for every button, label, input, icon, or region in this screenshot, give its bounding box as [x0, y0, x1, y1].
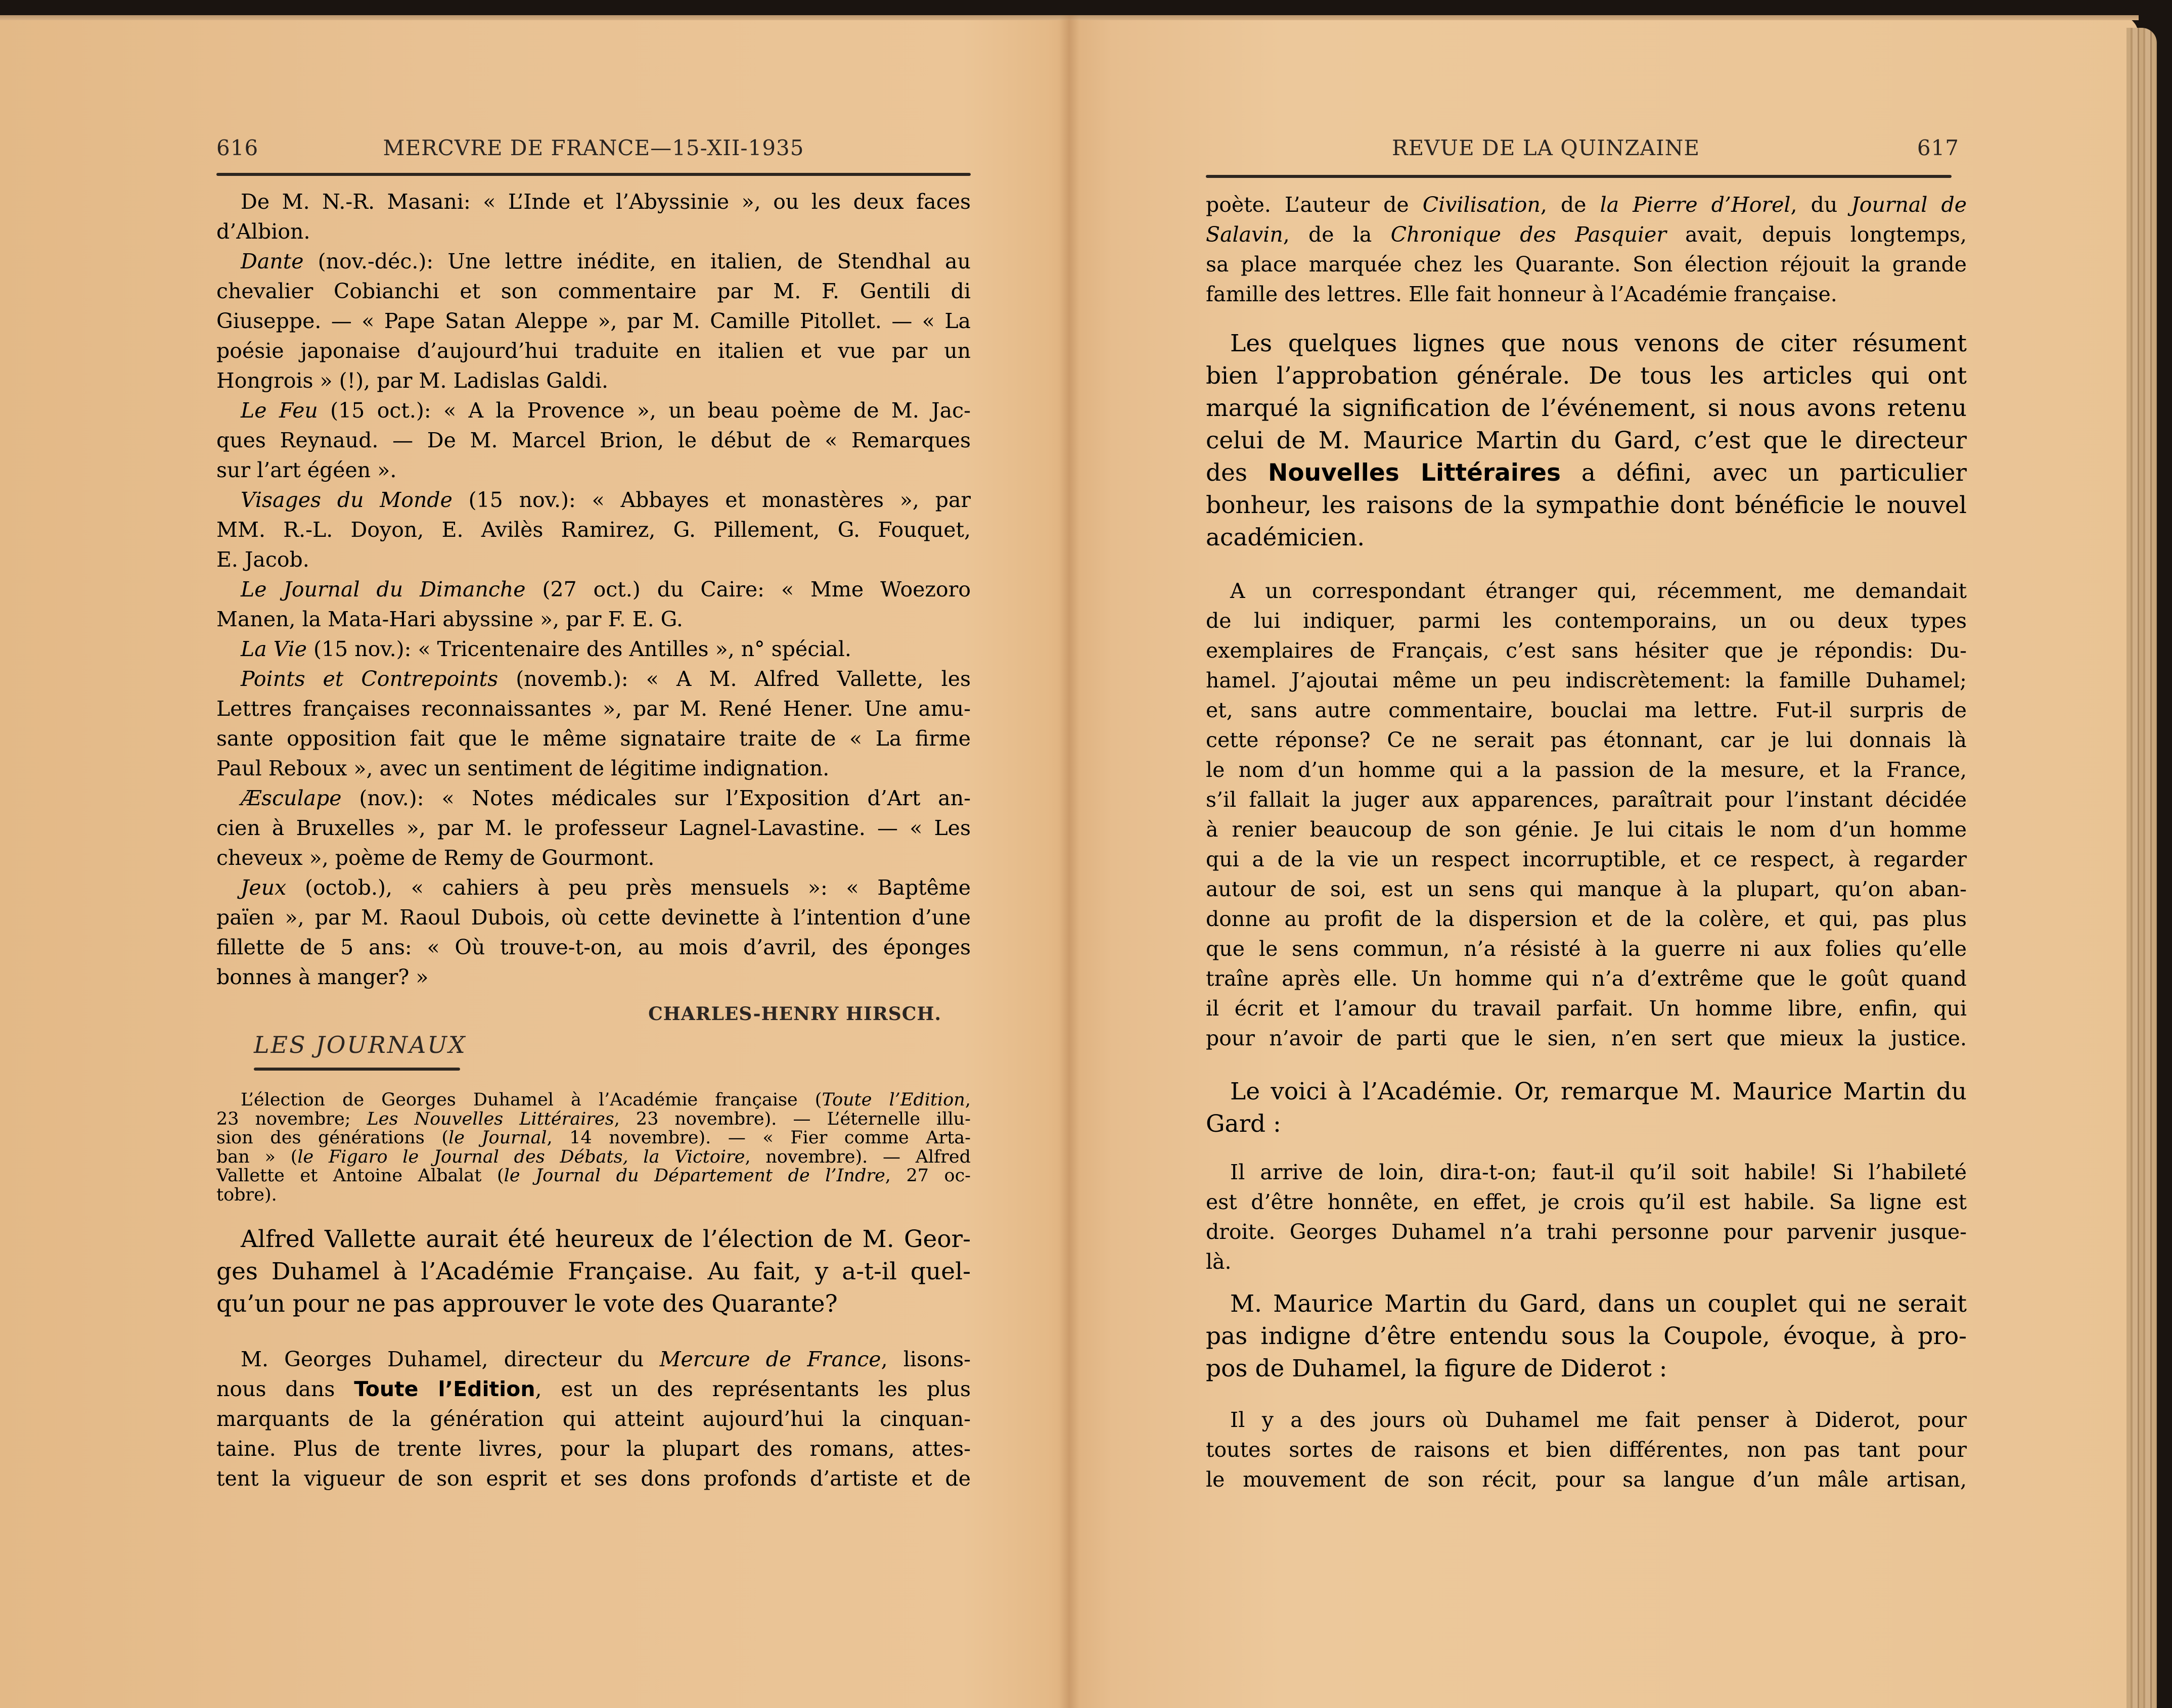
text-segment: toutes sortes de raisons et bien différentes, non pas tant pour — [1206, 1438, 1967, 1462]
text-segment: , — [965, 1090, 971, 1110]
text-line — [216, 1129, 971, 1148]
text-line — [216, 813, 971, 843]
text-block — [216, 1091, 971, 1205]
text-line — [216, 1186, 971, 1205]
text-segment: M. Georges Duhamel, directeur du — [241, 1347, 660, 1371]
text-segment: ges Duhamel à l’Académie Française. Au fait, y a-t-il quel- — [216, 1258, 971, 1285]
text-segment: fillette de 5 ans: « Où trouve-t-on, au mois d’avril, des éponges — [216, 935, 971, 959]
text-segment: bonheur, les raisons de la sympathie dont bénéficie le nouvel — [1206, 491, 1967, 519]
text-segment: Alfred Vallette aurait été heureux de l’élection de M. Geor- — [241, 1225, 971, 1253]
text-line — [1206, 1405, 1967, 1435]
italic-text: la Pierre d’Horel — [1600, 193, 1791, 217]
text-line — [216, 575, 971, 605]
italic-text: Dante — [241, 249, 304, 273]
running-title: MERCVRE DE FRANCE—15-XII-1935 — [383, 135, 804, 160]
text-segment: des — [1206, 459, 1268, 487]
italic-text: le Journal du Département de l’Indre — [504, 1166, 885, 1186]
text-line — [216, 634, 971, 664]
text-segment: tobre). — [216, 1184, 277, 1205]
text-segment: M. Maurice Martin du Gard, dans un couplet qui ne serait — [1230, 1290, 1967, 1318]
text-segment: , du — [1790, 193, 1851, 217]
text-segment: E. Jacob. — [216, 547, 309, 572]
background-edge — [2157, 0, 2172, 1708]
text-segment: 23 novembre; — [216, 1109, 367, 1129]
text-line — [1206, 1288, 1967, 1320]
text-line — [1206, 845, 1967, 874]
text-segment: droite. Georges Duhamel n’a trahi personne pour parvenir jusque- — [1206, 1220, 1967, 1244]
italic-text: Les Nouvelles Littéraires — [367, 1109, 614, 1129]
text-segment: païen », par M. Raoul Dubois, où cette devinette à l’intention d’une — [216, 905, 971, 930]
italic-text: Chronique des Pasquier — [1390, 222, 1666, 247]
text-segment: exemplaires de Français, c’est sans hésiter que je répondis: Du- — [1206, 638, 1967, 663]
text-segment: A un correspondant étranger qui, récemment, me demandait — [1230, 579, 1967, 603]
italic-text: le Journal — [448, 1128, 547, 1148]
text-line — [1206, 785, 1967, 815]
text-line — [1206, 934, 1967, 964]
italic-text: Visages du Monde — [241, 488, 453, 512]
text-line — [216, 724, 971, 754]
italic-text: Jeux — [241, 875, 287, 900]
text-block — [1206, 1405, 1967, 1495]
text-line — [216, 933, 971, 962]
text-line — [216, 545, 971, 575]
text-line — [1206, 522, 1967, 554]
italic-text: Le Journal du Dimanche — [241, 577, 526, 602]
text-segment: Les quelques lignes que nous venons de citer résument — [1230, 330, 1967, 357]
text-block — [216, 1223, 971, 1320]
text-segment: , lisons- — [881, 1347, 971, 1371]
text-line — [1206, 1108, 1967, 1140]
text-segment: s’il fallait la juger aux apparences, paraîtrait pour l’instant décidée — [1206, 788, 1967, 812]
italic-text: Le Feu — [241, 398, 318, 423]
text-line — [1206, 874, 1967, 904]
text-line — [216, 783, 971, 813]
text-line — [1206, 576, 1967, 606]
text-segment: taine. Plus de trente livres, pour la plupart des romans, attes- — [216, 1437, 971, 1461]
text-line — [1206, 280, 1967, 309]
text-segment: (octob.), « cahiers à peu près mensuels »: « Baptême — [286, 875, 971, 900]
text-line — [216, 1288, 971, 1320]
text-line — [216, 396, 971, 426]
text-segment: donne au profit de la dispersion et de la colère, et qui, pas plus — [1206, 907, 1967, 931]
text-segment: De M. N.-R. Masani: « L’Inde et l’Abyssinie », ou les deux faces — [241, 190, 971, 214]
text-line — [1206, 636, 1967, 666]
running-title: REVUE DE LA QUINZAINE — [1392, 135, 1700, 160]
text-segment: cheveux », poème de Remy de Gourmont. — [216, 846, 655, 870]
text-segment: qui a de la vie un respect incorruptible, et ce respect, à regarder — [1206, 847, 1967, 871]
text-line — [1206, 457, 1967, 489]
text-block — [1206, 1158, 1967, 1277]
text-segment: Giuseppe. — « Pape Satan Aleppe », par M. Camille Pitollet. — « La — [216, 309, 971, 333]
text-segment: le mouvement de son récit, pour sa langue d’un mâle artisan, — [1206, 1467, 1967, 1492]
text-line — [1206, 328, 1967, 360]
text-segment: celui de M. Maurice Martin du Gard, c’est que le directeur — [1206, 427, 1967, 454]
text-line — [1206, 606, 1967, 636]
text-segment: Le voici à l’Académie. Or, remarque M. Maurice Martin du — [1230, 1078, 1967, 1105]
text-segment: a défini, avec un particulier — [1560, 459, 1967, 487]
text-line — [1206, 964, 1967, 994]
italic-text: Mercure de France — [659, 1347, 881, 1371]
text-segment: famille des lettres. Elle fait honneur à l’Académie française. — [1206, 282, 1837, 306]
text-segment: (novemb.): « A M. Alfred Vallette, les — [498, 667, 971, 691]
bold-text: Toute l’Edition — [354, 1377, 535, 1401]
text-segment: bonnes à manger? » — [216, 965, 429, 989]
text-line — [216, 605, 971, 634]
italic-text: Toute l’Edition — [822, 1090, 965, 1110]
text-segment: nous dans — [216, 1377, 354, 1401]
text-segment: d’Albion. — [216, 219, 310, 244]
text-line — [1206, 220, 1967, 250]
text-line — [216, 1110, 971, 1129]
text-segment: qu’un pour ne pas approuver le vote des Quarante? — [216, 1290, 838, 1318]
italic-text: Civilisation — [1422, 193, 1541, 217]
text-line — [216, 1148, 971, 1167]
text-segment: , est un des représentants les plus — [535, 1377, 971, 1401]
text-line — [216, 336, 971, 366]
text-line — [216, 873, 971, 903]
text-segment: Paul Reboux », avec un sentiment de légitime indignation. — [216, 756, 830, 780]
text-block — [1206, 576, 1967, 1053]
text-segment: , 23 novembre). — L’éternelle illu- — [614, 1109, 971, 1129]
text-segment: , de — [1540, 193, 1600, 217]
running-head — [1206, 135, 1967, 166]
text-segment: pas indigne d’être entendu sous la Coupole, évoque, à pro- — [1206, 1322, 1967, 1350]
text-line — [216, 306, 971, 336]
signature: CHARLES-HENRY HIRSCH. — [648, 1003, 941, 1025]
text-segment: (nov.-déc.): Une lettre inédite, en italien, de Stendhal au — [303, 249, 971, 273]
text-line — [216, 664, 971, 694]
text-line — [216, 903, 971, 933]
text-line — [216, 1167, 971, 1186]
text-line — [216, 247, 971, 276]
text-line — [216, 694, 971, 724]
text-segment: marqué la signification de l’événement, si nous avons retenu — [1206, 394, 1967, 422]
text-line — [1206, 994, 1967, 1024]
text-line — [216, 187, 971, 217]
text-segment: (15 nov.): « Abbayes et monastères », par — [452, 488, 971, 512]
text-segment: chevalier Cobianchi et son commentaire par M. F. Gentili di — [216, 279, 971, 303]
text-line — [216, 366, 971, 396]
text-segment: (15 nov.): « Tricentenaire des Antilles », n° spécial. — [306, 637, 851, 661]
text-segment: Manen, la Mata-Hari abyssine », par F. E. G. — [216, 607, 683, 631]
text-segment: tent la vigueur de son esprit et ses dons profonds d’artiste et de — [216, 1466, 971, 1491]
text-segment: sur l’art égéen ». — [216, 458, 397, 482]
text-line — [1206, 755, 1967, 785]
bold-text: Nouvelles Littéraires — [1268, 459, 1561, 487]
text-segment: (27 oct.) du Caire: « Mme Woezoro — [525, 577, 971, 602]
text-segment: est d’être honnête, en effet, je crois qu’il est habile. Sa ligne est — [1206, 1190, 1967, 1214]
text-segment: à renier beaucoup de son génie. Je lui citais le nom d’un homme — [1206, 817, 1967, 842]
text-segment: de lui indiquer, parmi les contemporains, un ou deux types — [1206, 609, 1967, 633]
text-segment: académicien. — [1206, 524, 1365, 551]
italic-text: Points et Contrepoints — [241, 667, 499, 691]
text-line — [1206, 904, 1967, 934]
text-segment: ban » ( — [216, 1146, 298, 1167]
right-page — [1206, 0, 1967, 1708]
text-line — [216, 1223, 971, 1256]
text-block — [1206, 1076, 1967, 1140]
page-number: 616 — [216, 135, 259, 160]
text-segment: Il y a des jours où Duhamel me fait penser à Diderot, pour — [1230, 1408, 1967, 1432]
left-page — [216, 0, 971, 1708]
text-line — [216, 515, 971, 545]
text-segment: pos de Duhamel, la figure de Diderot : — [1206, 1355, 1667, 1382]
text-line — [216, 1345, 971, 1374]
text-segment: il écrit et l’amour du travail parfait. Un homme libre, enfin, qui — [1206, 996, 1967, 1021]
text-segment: , novembre). — Alfred — [745, 1146, 971, 1167]
text-segment: autour de soi, est un sens qui manque à la plupart, qu’on aban- — [1206, 877, 1967, 901]
text-segment: sion des générations ( — [216, 1128, 449, 1148]
italic-text: La Vie — [241, 637, 307, 661]
text-segment: marquants de la génération qui atteint aujourd’hui la cinquan- — [216, 1407, 971, 1431]
text-line — [216, 276, 971, 306]
text-line — [1206, 696, 1967, 725]
text-line — [216, 426, 971, 455]
text-block — [1206, 328, 1967, 554]
text-line — [216, 1091, 971, 1110]
book-gutter — [1059, 15, 1079, 1708]
italic-text: Salavin — [1206, 222, 1283, 247]
text-segment: pour n’avoir de parti que le sien, n’en sert que mieux la justice. — [1206, 1026, 1967, 1050]
text-line — [1206, 1076, 1967, 1108]
text-segment: poète. L’auteur de — [1206, 193, 1423, 217]
italic-text: Journal de — [1851, 193, 1967, 217]
text-line — [1206, 1217, 1967, 1247]
text-segment: Il arrive de loin, dira-t-on; faut-il qu’il soit habile! Si l’habileté — [1230, 1160, 1967, 1184]
text-segment: cette réponse? Ce ne serait pas étonnant, car je lui donnais là — [1206, 728, 1967, 752]
text-line — [1206, 1247, 1967, 1277]
page-fore-edge — [2126, 28, 2157, 1708]
text-segment: L’élection de Georges Duhamel à l’Académie française ( — [241, 1090, 822, 1110]
text-line — [1206, 489, 1967, 522]
text-line — [216, 754, 971, 783]
text-line — [216, 1404, 971, 1434]
text-line — [216, 1374, 971, 1404]
header-rule — [216, 173, 971, 176]
text-segment: , de la — [1283, 222, 1391, 247]
text-line — [1206, 1353, 1967, 1385]
text-line — [1206, 1465, 1967, 1495]
text-line — [216, 1256, 971, 1288]
text-line — [1206, 1187, 1967, 1217]
text-line — [216, 1434, 971, 1464]
text-line — [216, 962, 971, 992]
text-segment: et, sans autre commentaire, bouclai ma lettre. Fut-il surpris de — [1206, 698, 1967, 722]
text-block — [1206, 190, 1967, 309]
text-segment: poésie japonaise d’aujourd’hui traduite en italien et vue par un — [216, 339, 971, 363]
text-line — [216, 455, 971, 485]
text-segment: avait, depuis longtemps, — [1666, 222, 1967, 247]
text-line — [1206, 1158, 1967, 1187]
text-segment: (nov.): « Notes médicales sur l’Exposition d’Art an- — [341, 786, 971, 810]
text-segment: (15 oct.): « A la Provence », un beau poème de M. Jac- — [318, 398, 971, 423]
text-block — [216, 187, 971, 992]
text-segment: Gard : — [1206, 1110, 1281, 1138]
text-segment: sa place marquée chez les Quarante. Son élection réjouit la grande — [1206, 252, 1967, 276]
text-line — [216, 1464, 971, 1494]
text-line — [216, 217, 971, 247]
italic-text: Æsculape — [241, 786, 342, 810]
text-segment: sante opposition fait que le même signataire traite de « La firme — [216, 726, 971, 751]
text-line — [216, 485, 971, 515]
text-segment: que le sens commun, n’a résisté à la guerre ni aux folies qu’elle — [1206, 937, 1967, 961]
text-segment: Hongrois » (!), par M. Ladislas Galdi. — [216, 368, 608, 393]
header-rule — [1206, 175, 1952, 178]
text-line — [1206, 1435, 1967, 1465]
text-segment: hamel. J’ajoutai même un peu indiscrètement: la famille Duhamel; — [1206, 668, 1967, 693]
text-line — [1206, 666, 1967, 696]
text-segment: , 14 novembre). — « Fier comme Arta- — [547, 1128, 971, 1148]
section-heading-rule — [254, 1068, 460, 1071]
text-line — [1206, 1024, 1967, 1053]
section-heading: LES JOURNAUX — [254, 1031, 467, 1058]
text-segment: MM. R.-L. Doyon, E. Avilès Ramirez, G. Pillement, G. Fouquet, — [216, 518, 971, 542]
text-segment: bien l’approbation générale. De tous les articles qui ont — [1206, 362, 1967, 390]
text-line — [1206, 250, 1967, 280]
text-line — [1206, 725, 1967, 755]
text-segment: traîne après elle. Un homme qui n’a d’extrême que le goût quand — [1206, 966, 1967, 991]
text-segment: Lettres françaises reconnaissantes », par M. René Hener. Une amu- — [216, 697, 971, 721]
running-head — [216, 135, 971, 166]
text-segment: Vallette et Antoine Albalat ( — [216, 1166, 504, 1186]
text-line — [1206, 190, 1967, 220]
text-line — [1206, 425, 1967, 457]
text-line — [216, 843, 971, 873]
text-line — [1206, 360, 1967, 392]
text-line — [1206, 392, 1967, 425]
text-line — [1206, 1320, 1967, 1353]
text-segment: là. — [1206, 1250, 1232, 1274]
text-block — [1206, 1288, 1967, 1385]
page-number: 617 — [1917, 135, 1959, 160]
text-segment: le nom d’un homme qui a la passion de la mesure, et la France, — [1206, 758, 1967, 782]
italic-text: le Figaro le Journal des Débats, la Victoire — [297, 1146, 745, 1167]
text-segment: cien à Bruxelles », par M. le professeur Lagnel-Lavastine. — « Les — [216, 816, 971, 840]
text-segment: ques Reynaud. — De M. Marcel Brion, le début de « Remarques — [216, 428, 971, 452]
text-line — [1206, 815, 1967, 845]
text-block — [216, 1345, 971, 1494]
text-segment: , 27 oc- — [885, 1166, 971, 1186]
